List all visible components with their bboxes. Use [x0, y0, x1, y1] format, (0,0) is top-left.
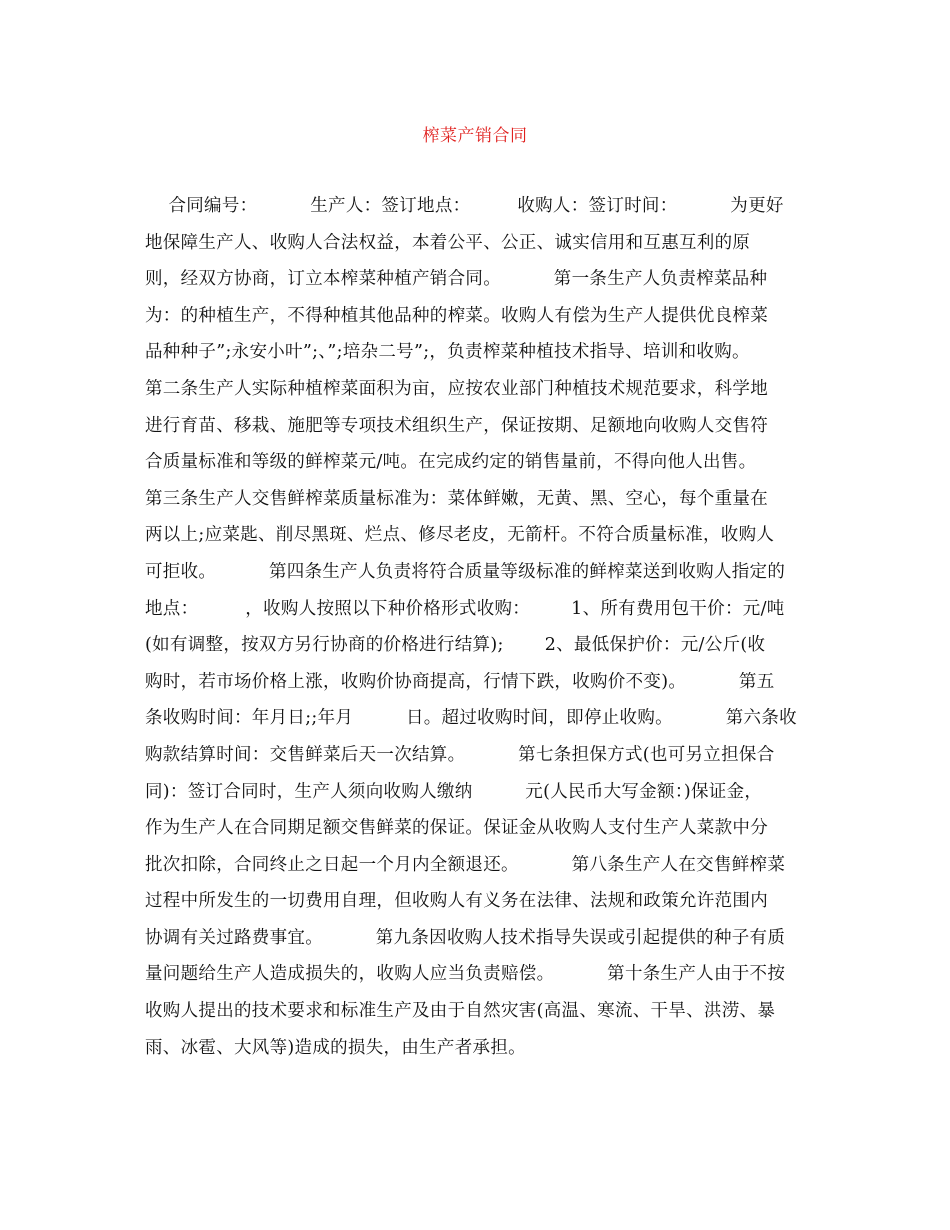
contract-body [145, 188, 825, 1066]
body-line: 进行育苗、移栽、施肥等专项技术组织生产，保证按期、足额地向收购人交售符 [145, 415, 768, 436]
body-line: 地保障生产人、收购人合法权益，本着公平、公正、诚实信用和互惠互利的原 [145, 232, 751, 253]
body-line: 合同编号： 生产人：签订地点： 收购人：签订时间： 为更好 [145, 196, 784, 216]
body-line: 地点： ，收购人按照以下种价格形式收购： 1、所有费用包干价：元/吨 [145, 598, 785, 619]
body-line: 协调有关过路费事宜。 第九条因收购人技术指导失误或引起提供的种子有质 [145, 927, 786, 948]
body-line: 第二条生产人实际种植榨菜面积为亩，应按农业部门种植技术规范要求，科学地 [145, 378, 768, 399]
body-line: 则，经双方协商，订立本榨菜种植产销合同。 第一条生产人负责榨菜品种 [145, 269, 768, 290]
body-line: 收购人提出的技术要求和标准生产及由于自然灾害(高温、寒流、干旱、洪涝、暴 [145, 1001, 776, 1022]
body-line: 同)：签订合同时，生产人须向收购人缴纳 元(人民币大写金额：)保证金， [145, 781, 763, 802]
body-line: 第三条生产人交售鲜榨菜质量标准为：菜体鲜嫩，无黄、黑、空心，每个重量在 [145, 488, 768, 509]
body-line: 条收购时间：年月日;;年月 日。超过收购时间，即停止收购。 第六条收 [145, 708, 797, 729]
body-line: 品种种子”;永安小叶”;、”;培杂二号”;，负责榨菜种植技术指导、培训和收购。 [145, 342, 750, 363]
body-line: (如有调整，按双方另行协商的价格进行结算); 2、最低保护价：元/公斤(收 [145, 635, 766, 656]
body-line: 两以上;应菜匙、削尽黑斑、烂点、修尽老皮，无箭杆。不符合质量标准，收购人 [145, 525, 775, 546]
document-title: 榨菜产销合同 [422, 126, 528, 146]
body-line: 量问题给生产人造成损失的，收购人应当负责赔偿。 第十条生产人由于不按 [145, 964, 786, 985]
body-line: 雨、冰雹、大风等)造成的损失，由生产者承担。 [145, 1037, 526, 1058]
body-line: 为：的种植生产，不得种植其他品种的榨菜。收购人有偿为生产人提供优良榨菜 [145, 305, 768, 326]
body-line: 合质量标准和等级的鲜榨菜元/吨。在完成约定的销售量前，不得向他人出售。 [145, 452, 757, 473]
body-line: 购款结算时间：交售鲜菜后天一次结算。 第七条担保方式(也可另立担保合 [145, 744, 775, 765]
body-line: 购时，若市场价格上涨，收购价协商提高，行情下跌，收购价不变)。 第五 [145, 671, 775, 692]
body-line: 作为生产人在合同期足额交售鲜菜的保证。保证金从收购人支付生产人菜款中分 [145, 818, 768, 839]
body-line: 过程中所发生的一切费用自理，但收购人有义务在法律、法规和政策允许范围内 [145, 891, 768, 912]
body-line: 批次扣除，合同终止之日起一个月内全额退还。 第八条生产人在交售鲜榨菜 [145, 854, 786, 875]
body-line: 可拒收。 第四条生产人负责将符合质量等级标准的鲜榨菜送到收购人指定的 [145, 561, 786, 582]
